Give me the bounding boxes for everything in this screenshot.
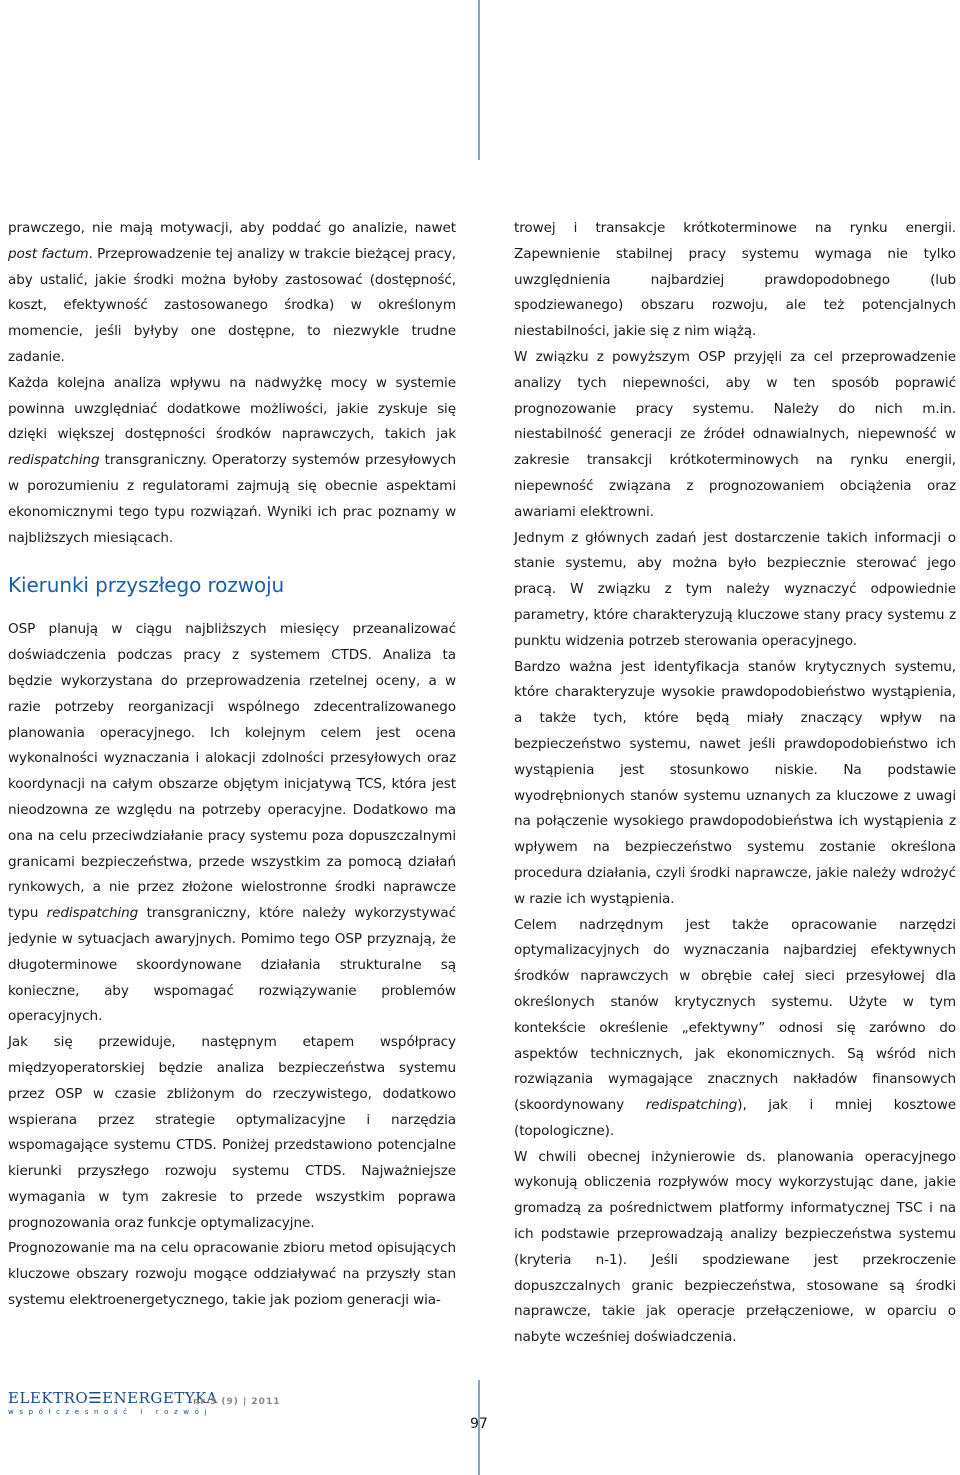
paragraph: trowej i transakcje krótkoterminowe na rynku energii. Zapewnienie stabilnej pracy systemu wymaga nie tylko uwzględnienia najbardziej prawdopodobnego (lub spodziewanego) obszaru rozwoju, ale też potencjalnych niestabilności, jakie się z nim wiążą. bbox=[514, 220, 956, 340]
paragraph: Jak się przewiduje, następnym etapem współpracy międzyoperatorskiej będzie analiza bezpieczeństwa systemu przez OSP w czasie zbliżonym do rzeczywistego, dodatkowo wspierana przez strategie optymalizacyjne i narzędzia wspomagające systemu CTDS. Poniżej przedstawiono potencjalne kierunki przyszłego rozwoju systemu CTDS. Najważniejsze wymagania w tym zakresie to przede wszystkim poprawa prognozowania oraz funkcje optymalizacyjne. bbox=[8, 1034, 456, 1231]
page-number: 97 bbox=[470, 1416, 488, 1432]
issue-label: nr 3 (9) | 2011 bbox=[193, 1397, 281, 1407]
paragraph: Celem nadrzędnym jest także opracowanie narzędzi optymalizacyjnych do wyznaczania najbardziej efektywnych środków naprawczych w obrębie całej sieci przesyłowej dla określonych stanów krytycznych systemu. Użyte w tym kontekście określenie „efektywny” odnosi się zarówno do aspektów technicznych, jak ekonomicznych. Są wśród nich rozwiązania wymagające znacznych nakładów finansowych (skoordynowany redispatching), jak i mniej kosztowe (topologiczne). bbox=[514, 916, 956, 1139]
journal-logo bbox=[8, 1389, 218, 1416]
paragraph: Jednym z głównych zadań jest dostarczenie takich informacji o stanie systemu, aby można było bezpiecznie sterować jego pracą. W związku z tym należy wyznaczyć odpowiednie parametry, które charakteryzują kluczowe stany pracy systemu z punktu widzenia potrzeb sterowania operacyjnego. bbox=[514, 529, 956, 649]
paragraph: prawczego, nie mają motywacji, aby poddać go analizie, nawet post factum. Przeprowadzenie tej analizy w trakcie bieżącej pracy, aby ustalić, jakie środki można byłoby zastosować (dostępność, koszt, efektywność zastosowanego środka) w określonym momencie, jeśli byłyby one dostępne, to niezwykle trudne zadanie. bbox=[8, 220, 456, 365]
paragraph: Każda kolejna analiza wpływu na nadwyżkę mocy w systemie powinna uwzględniać dodatkowe możliwości, jakie zyskuje się dzięki większej dostępności środków naprawczych, takich jak redispatching transgraniczny. Operatorzy systemów przesyłowych w porozumieniu z regulatorami zajmują się obecnie aspektami ekonomicznymi tego typu rozwiązań. Wyniki ich prac poznamy w najbliższych miesiącach. bbox=[8, 374, 456, 546]
paragraph: Bardzo ważna jest identyfikacja stanów krytycznych systemu, które charakteryzuje wysokie prawdopodobieństwo wystąpienia, a także tych, które będą miały znaczący wpływ na bezpieczeństwo systemu, nawet jeśli prawdopodobieństwo ich wystąpienia jest stosunkowo niskie. Na podstawie wyodrębnionych stanów systemu uznanych za kluczowe z uwagi na połączenie wysokiego prawdopodobieństwa ich wystąpienia z wpływem na bezpieczeństwo systemu zostanie określona procedura działania, czyli środki naprawcze, jakie należy wdrożyć w razie ich wystąpienia. bbox=[514, 658, 956, 907]
paragraph: W związku z powyższym OSP przyjęli za cel przeprowadzenie analizy tych niepewności, aby w ten sposób poprawić prognozowanie pracy systemu. Należy do nich m.in. niestabilność generacji ze źródeł odnawialnych, niepewność w zakresie transakcji krótkoterminowych na rynku energii, niepewność związana z prognozowaniem obciążenia oraz awariami elektrowni. bbox=[514, 348, 956, 520]
paragraph: OSP planują w ciągu najbliższych miesięcy przeanalizować doświadczenia podczas pracy z systemem CTDS. Analiza ta będzie wykorzystana do przeprowadzenia rzetelnej oceny, a w razie potrzeby reorganizacji wspólnego zdecentralizowanego planowania operacyjnego. Ich kolejnym celem jest ocena wykonalności wyznaczania i alokacji zdolności przesyłowych oraz koordynacji na całym obszarze objętym inicjatywą TCS, która jest nieodzowna ze względu na potrzeby operacyjne. Dodatkowo ma ona na celu przeciwdziałanie pracy systemu poza dopuszczalnymi granicami bezpieczeństwa, przede wszystkim za pomocą działań rynkowych, a nie przez złożone wielostronne środki naprawcze typu redispatching transgraniczny, które należy wykorzystywać jedynie w sytuacjach awaryjnych. Pomimo tego OSP przyznają, że długoterminowe skoordynowane działania strukturalne są konieczne, aby wspomagać rozwiązywanie problemów operacyjnych. bbox=[8, 621, 456, 1025]
column-divider-top bbox=[478, 0, 480, 160]
logo-title: ELEKTRO☰ENERGETYKA bbox=[8, 1389, 218, 1407]
logo-subtitle: współczesność i rozwój bbox=[8, 1408, 213, 1416]
right-column bbox=[514, 216, 956, 1351]
section-heading: Kierunki przyszłego rozwoju bbox=[8, 573, 285, 598]
paragraph: Prognozowanie ma na celu opracowanie zbioru metod opisujących kluczowe obszary rozwoju mogące oddziaływać na przyszły stan systemu elektroenergetycznego, takie jak poziom generacji wia- bbox=[8, 1240, 456, 1309]
paragraph: W chwili obecnej inżynierowie ds. planowania operacyjnego wykonują obliczenia rozpływów mocy wykorzystując dane, jakie gromadzą za pośrednictwem platformy informatycznej TSC i na ich podstawie przeprowadzają analizy bezpieczeństwa systemu (kryteria n-1). Jeśli spodziewane jest przekroczenie dopuszczalnych granic bezpieczeństwa, stosowane są środki naprawcze, takie jak operacje przełączeniowe, w oparciu o nabyte wcześniej doświadczenia. bbox=[514, 1148, 956, 1346]
left-column bbox=[8, 216, 456, 1314]
